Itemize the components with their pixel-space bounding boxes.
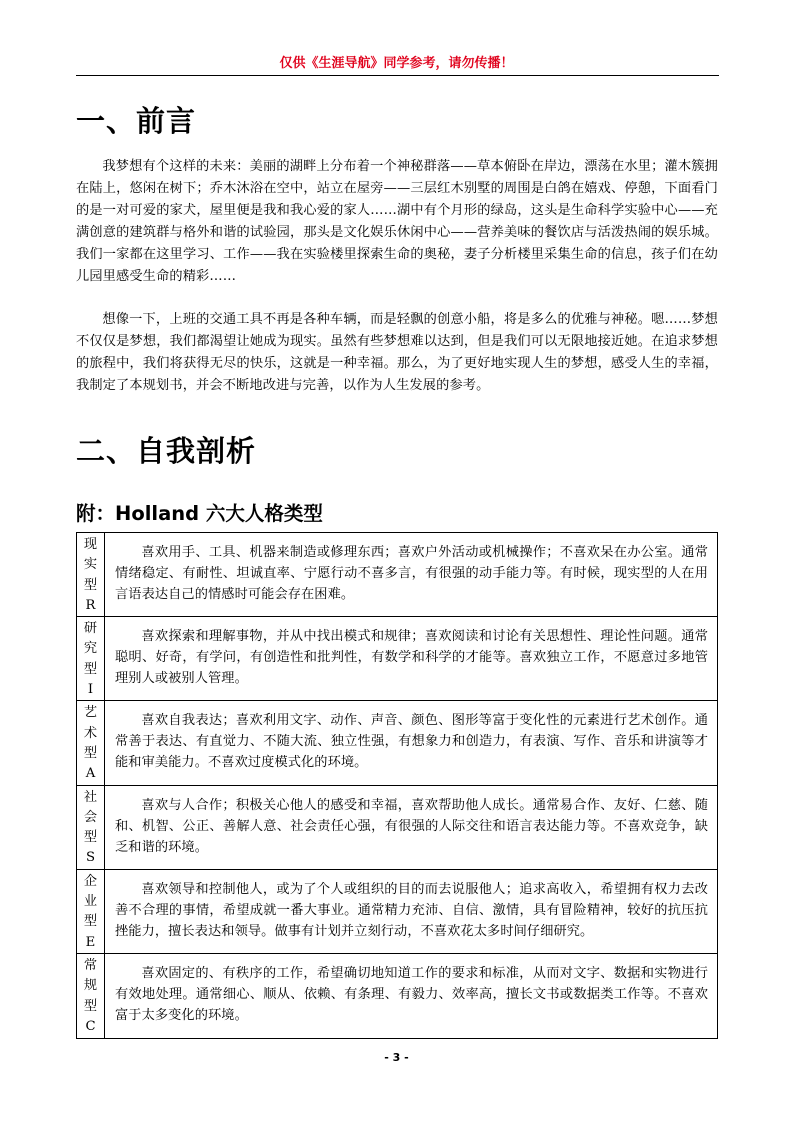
type-char: 型 [83, 577, 98, 593]
type-code: A [85, 766, 96, 782]
table-row [77, 533, 718, 617]
type-code: S [85, 850, 96, 866]
type-code: I [87, 682, 94, 698]
table-row [77, 869, 718, 953]
type-description: 喜欢固定的、有秩序的工作，希望确切地知道工作的要求和标准，从而对文字、数据和实物进行有效地处理。通常细心、顺从、依赖、有条理、有毅力、效率高，擅长文书或数据类工作等。不喜欢富于太多变化的环境。 [105, 953, 718, 1038]
type-char: 企 [83, 873, 98, 889]
type-code: C [85, 1018, 96, 1034]
table-row [77, 953, 718, 1038]
type-char: 艺 [83, 705, 98, 721]
type-char: 研 [83, 621, 98, 637]
table-row [77, 617, 718, 701]
type-description: 喜欢自我表达；喜欢利用文字、动作、声音、颜色、图形等富于变化性的元素进行艺术创作。通常善于表达、有直觉力、不随大流、独立性强，有想象力和创造力，有表演、写作、音乐和讲演等才能和审美能力。不喜欢过度模式化的环境。 [105, 701, 718, 785]
type-label-cell [77, 953, 105, 1038]
intro-paragraph-2: 想像一下，上班的交通工具不再是各种车辆，而是轻飘的创意小船，将是多么的优雅与神秘。嗯……梦想不仅仅是梦想，我们都渴望让她成为现实。虽然有些梦想难以达到，但是我们可以无限地接近她。在追求梦想的旅程中，我们将获得无尽的快乐，这就是一种幸福。那么，为了更好地实现人生的梦想，感受人生的幸福，我制定了本规划书，并会不断地改进与完善，以作为人生发展的参考。 [76, 312, 718, 393]
type-label-cell [77, 533, 105, 617]
type-description: 喜欢与人合作；积极关心他人的感受和幸福，喜欢帮助他人成长。通常易合作、友好、仁慈、随和、机智、公正、善解人意、社会责任心强，有很强的人际交往和语言表达能力等。不喜欢竞争，缺乏和谐的环境。 [105, 785, 718, 869]
type-char: 型 [83, 745, 98, 761]
type-char: 型 [83, 661, 98, 677]
type-char: 究 [83, 641, 98, 657]
header-note: 仅供《生涯导航》同学参考，请勿传播！ [279, 56, 514, 71]
type-char: 实 [83, 557, 98, 573]
type-char: 型 [83, 830, 98, 846]
section-title-intro: 一、前言 [76, 104, 197, 138]
type-code: R [85, 597, 96, 613]
type-char: 常 [83, 957, 98, 973]
header-divider [76, 75, 719, 76]
type-char: 业 [83, 894, 98, 910]
type-char: 型 [83, 914, 98, 930]
type-char: 现 [83, 537, 98, 552]
type-char: 会 [83, 809, 98, 825]
type-code: E [85, 934, 96, 950]
type-char: 社 [83, 789, 98, 805]
type-char: 型 [83, 998, 98, 1014]
table-row [77, 785, 718, 869]
section-title-self-analysis: 二、自我剖析 [76, 434, 257, 468]
type-char: 术 [83, 725, 98, 741]
type-description: 喜欢领导和控制他人，或为了个人或组织的目的而去说服他人；追求高收入，希望拥有权力去改善不合理的事情，希望成就一番大事业。通常精力充沛、自信、激情，具有冒险精神，较好的抗压抗挫能力，擅长表达和领导。做事有计划并立刻行动，不喜欢花太多时间仔细研究。 [105, 869, 718, 953]
type-label-cell [77, 617, 105, 701]
intro-paragraph-1: 我梦想有个这样的未来：美丽的湖畔上分布着一个神秘群落——草本俯卧在岸边，漂荡在水里；灌木簇拥在陆上，悠闲在树下；乔木沐浴在空中，站立在屋旁——三层红木别墅的周围是白鸽在嬉戏、停憩，下面看门的是一对可爱的家犬，屋里便是我和我心爱的家人……湖中有个月形的绿岛，这头是生命科学实验中心——充满创意的建筑群与格外和谐的试验园，那头是文化娱乐休闲中心——营养美味的餐饮店与活泼热闹的娱乐城。我们一家都在这里学习、工作——我在实验楼里探索生命的奥秘，妻子分析楼里采集生命的信息，孩子们在幼儿园里感受生命的精彩…… [76, 159, 718, 284]
type-description: 喜欢用手、工具、机器来制造或修理东西；喜欢户外活动或机械操作；不喜欢呆在办公室。通常情绪稳定、有耐性、坦诚直率、宁愿行动不喜多言，有很强的动手能力等。有时候，现实型的人在用言语表达自己的情感时可能会存在困难。 [105, 533, 718, 617]
type-label-cell [77, 701, 105, 785]
type-label-cell [77, 869, 105, 953]
type-label-cell [77, 785, 105, 869]
page-number: - 3 - [384, 1051, 409, 1064]
appendix-title: 附：Holland 六大人格类型 [76, 502, 323, 525]
type-description: 喜欢探索和理解事物，并从中找出模式和规律；喜欢阅读和讨论有关思想性、理论性问题。通常聪明、好奇，有学问，有创造性和批判性，有数学和科学的才能等。喜欢独立工作，不愿意过多地管理别人或被别人管理。 [105, 617, 718, 701]
holland-types-table [76, 532, 718, 1039]
type-char: 规 [83, 978, 98, 994]
table-row [77, 701, 718, 785]
